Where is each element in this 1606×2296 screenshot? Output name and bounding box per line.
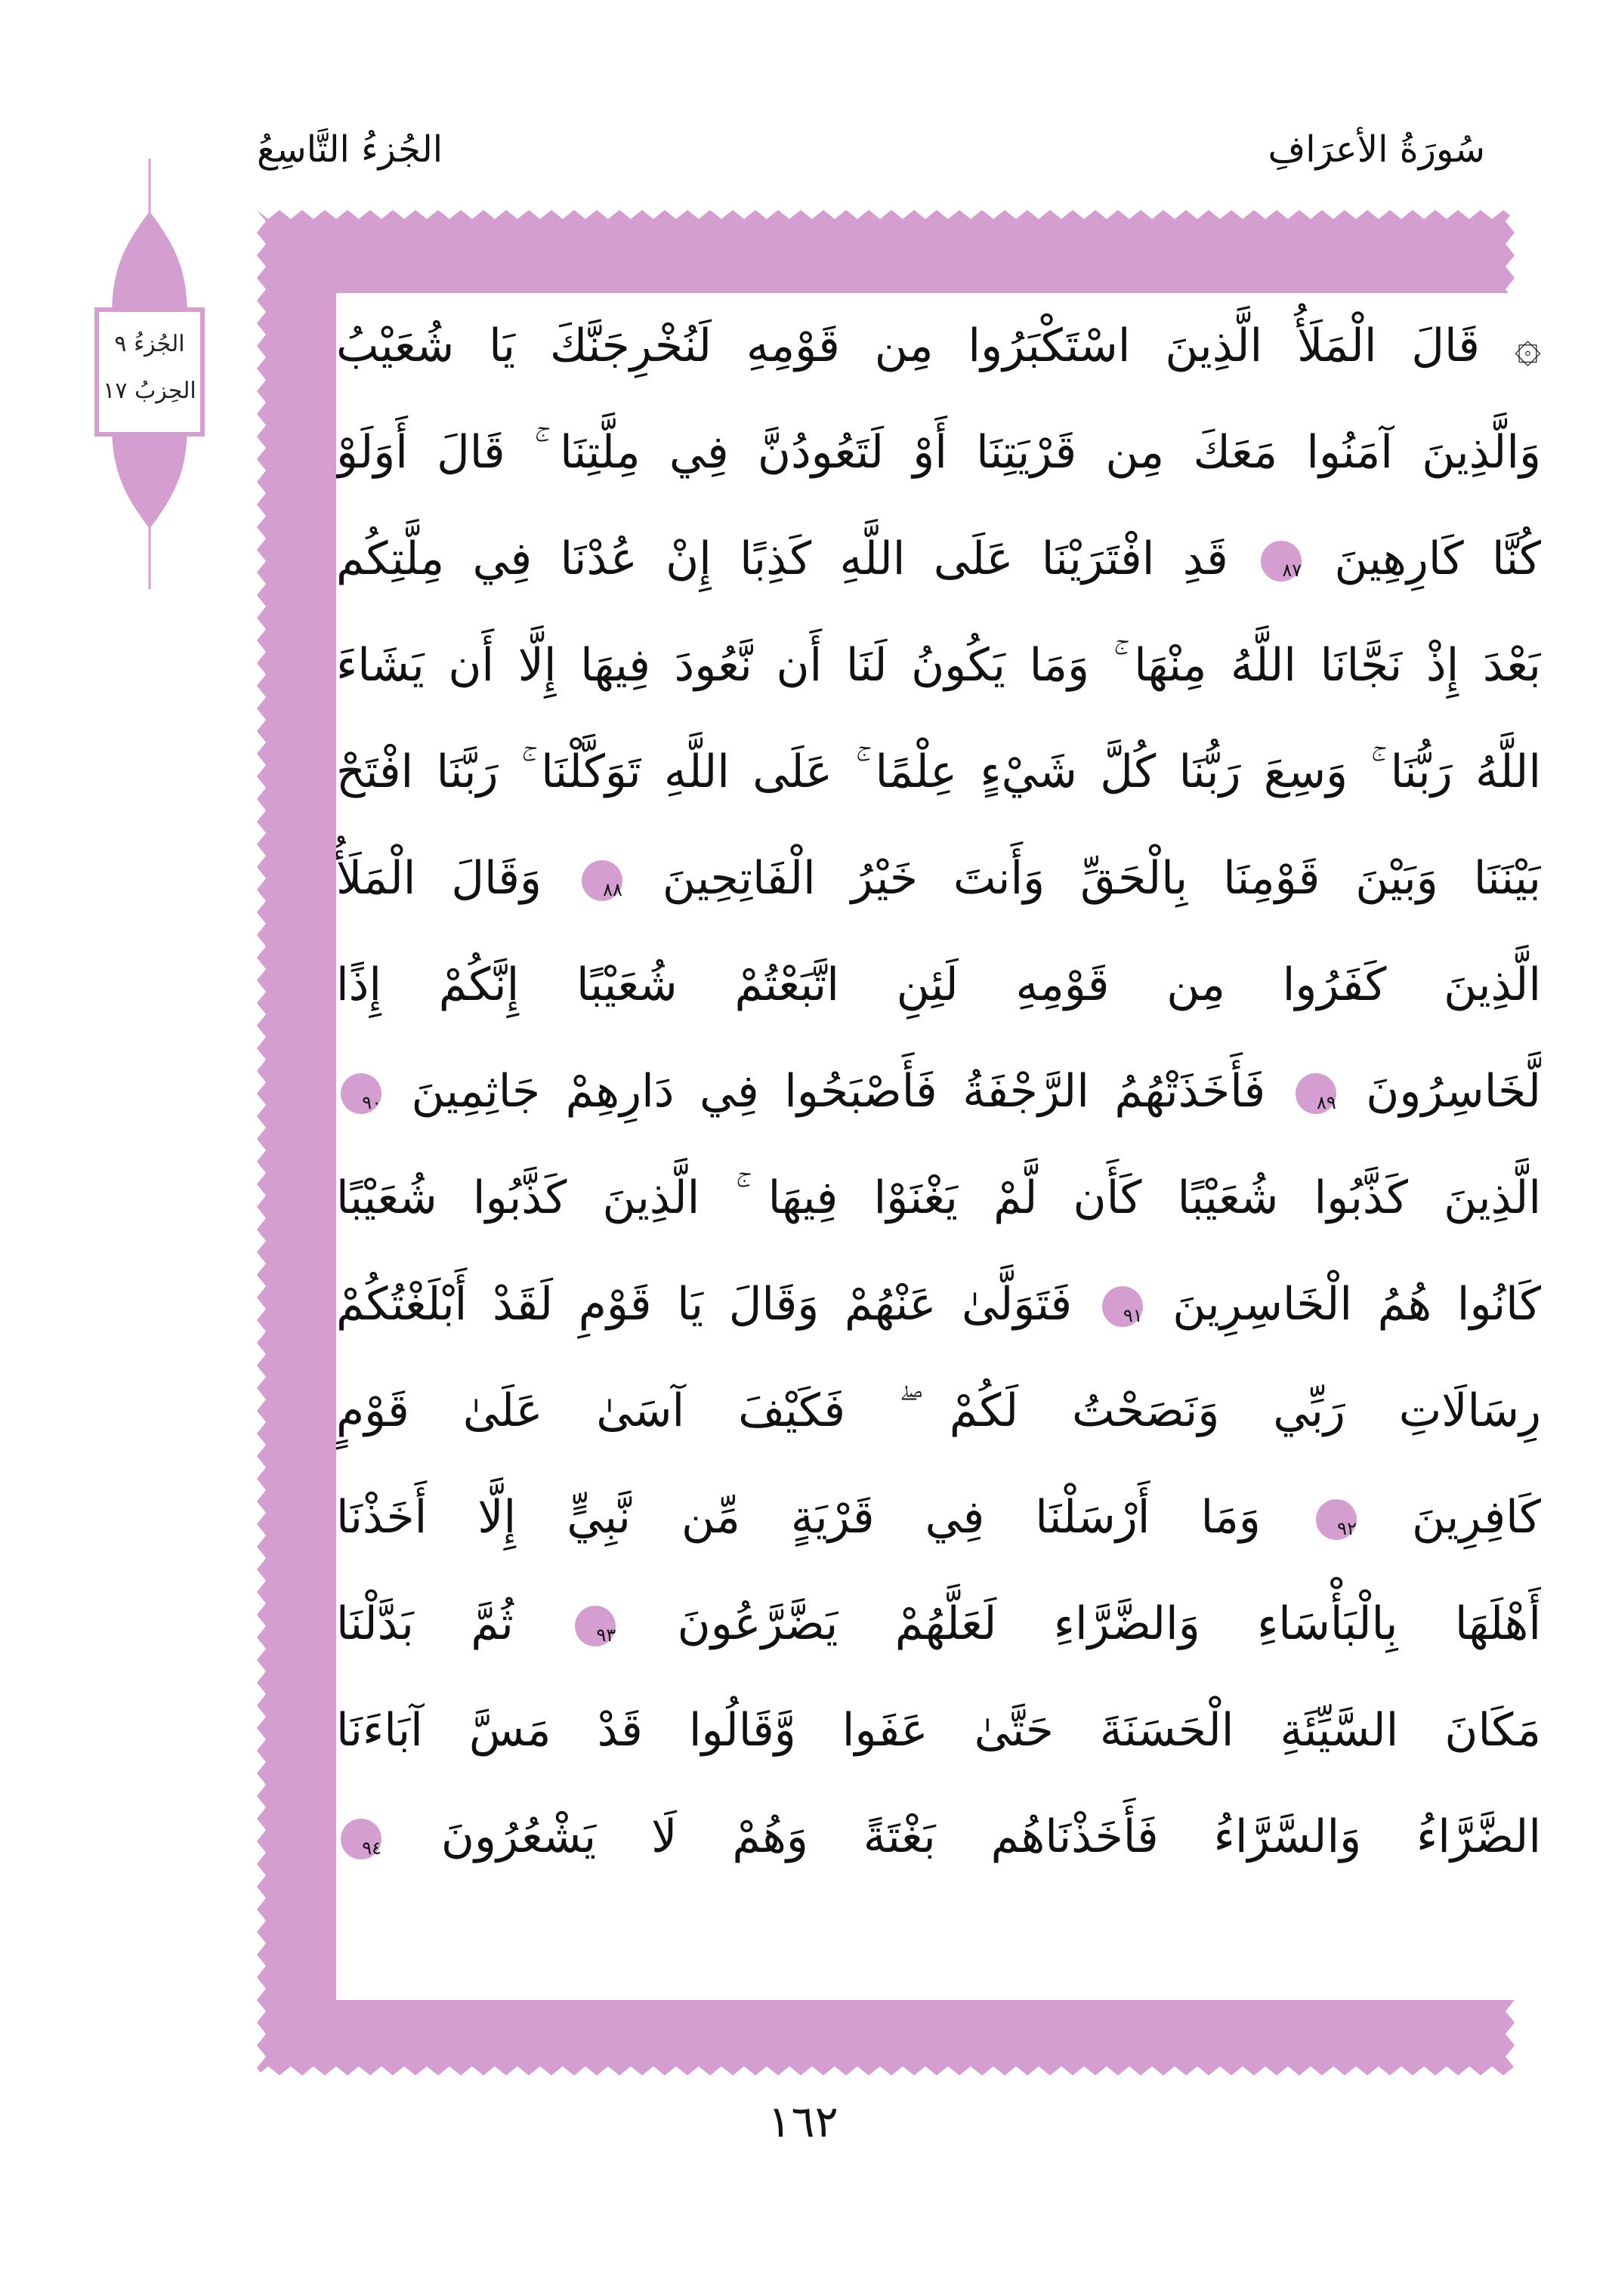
- verse-line: كَافِرِينَ ٩٢ وَمَا أَرْسَلْنَا فِي قَرْيَةٍ مِّن نَّبِيٍّ إِلَّا أَخَذْنَا: [336, 1491, 1541, 1544]
- ayah-number-marker: ٨٧: [1261, 541, 1302, 582]
- verse-line: رِسَالَاتِ رَبِّي وَنَصَحْتُ لَكُمْ ۖ فَكَيْفَ آسَىٰ عَلَىٰ قَوْمٍ: [336, 1384, 1541, 1437]
- side-hizb-label: الحِزبُ ١٧: [103, 378, 196, 404]
- verse-line: وَالَّذِينَ آمَنُوا مَعَكَ مِن قَرْيَتِنَا أَوْ لَتَعُودُنَّ فِي مِلَّتِنَا ۚ قَالَ أَوَلَوْ: [336, 426, 1541, 479]
- verse-line: مَكَانَ السَّيِّئَةِ الْحَسَنَةَ حَتَّىٰ عَفَوا وَّقَالُوا قَدْ مَسَّ آبَاءَنَا: [336, 1704, 1541, 1757]
- page-number: ١٦٢: [767, 2096, 839, 2147]
- verse-line: أَهْلَهَا بِالْبَأْسَاءِ وَالضَّرَّاءِ لَعَلَّهُمْ يَضَّرَّعُونَ ٩٣ ثُمَّ بَدَّلْنَا: [336, 1597, 1541, 1650]
- surah-title: سُورَةُ الأعرَافِ: [1268, 128, 1485, 171]
- verse-line: كَانُوا هُمُ الْخَاسِرِينَ ٩١ فَتَوَلَّىٰ عَنْهُمْ وَقَالَ يَا قَوْمِ لَقَدْ أَبْلَغْتُكُمْ: [336, 1278, 1541, 1331]
- verse-line: الَّذِينَ كَفَرُوا مِن قَوْمِهِ لَئِنِ اتَّبَعْتُمْ شُعَيْبًا إِنَّكُمْ إِذًا: [336, 958, 1541, 1011]
- verse-line: الَّذِينَ كَذَّبُوا شُعَيْبًا كَأَن لَّمْ يَغْنَوْا فِيهَا ۚ الَّذِينَ كَذَّبُوا شُعَيْبًا: [336, 1171, 1541, 1224]
- ayah-number-marker: ٨٨: [582, 860, 622, 901]
- ayah-number-marker: ٨٩: [1296, 1073, 1336, 1114]
- ayah-number-marker: ٩٤: [341, 1819, 381, 1859]
- juz-title: الجُزءُ التَّاسِعُ: [257, 128, 443, 171]
- quran-text-block: [336, 293, 1541, 2000]
- verse-line: الضَّرَّاءُ وَالسَّرَّاءُ فَأَخَذْنَاهُم بَغْتَةً وَهُمْ لَا يَشْعُرُونَ ٩٤: [336, 1784, 1541, 1890]
- ayah-number-marker: ٩٣: [575, 1606, 616, 1646]
- verse-line: ۞ قَالَ الْمَلَأُ الَّذِينَ اسْتَكْبَرُوا مِن قَوْمِهِ لَنُخْرِجَنَّكَ يَا شُعَيْبُ: [336, 319, 1541, 372]
- verse-line: بَعْدَ إِذْ نَجَّانَا اللَّهُ مِنْهَا ۚ وَمَا يَكُونُ لَنَا أَن نَّعُودَ فِيهَا إِلَّا أَن يَشَاءَ: [336, 639, 1541, 692]
- verse-line: لَّخَاسِرُونَ ٨٩ فَأَخَذَتْهُمُ الرَّجْفَةُ فَأَصْبَحُوا فِي دَارِهِمْ جَاثِمِينَ ٩٠: [336, 1038, 1541, 1145]
- side-juz-label: الجُزءُ ٩: [114, 331, 185, 357]
- ayah-number-marker: ٩٢: [1316, 1499, 1357, 1540]
- ayah-number-marker: ٩٠: [341, 1073, 381, 1114]
- verse-line: اللَّهُ رَبُّنَا ۚ وَسِعَ رَبُّنَا كُلَّ شَيْءٍ عِلْمًا ۚ عَلَى اللَّهِ تَوَكَّلْنَا ۚ رَبَّنَا افْتَحْ: [336, 745, 1541, 798]
- verse-line: كُنَّا كَارِهِينَ ٨٧ قَدِ افْتَرَيْنَا عَلَى اللَّهِ كَذِبًا إِنْ عُدْنَا فِي مِلَّتِكُم: [336, 532, 1541, 585]
- verse-line: بَيْنَنَا وَبَيْنَ قَوْمِنَا بِالْحَقِّ وَأَنتَ خَيْرُ الْفَاتِحِينَ ٨٨ وَقَالَ الْمَلَأُ: [336, 852, 1541, 905]
- ayah-number-marker: ٩١: [1102, 1286, 1143, 1327]
